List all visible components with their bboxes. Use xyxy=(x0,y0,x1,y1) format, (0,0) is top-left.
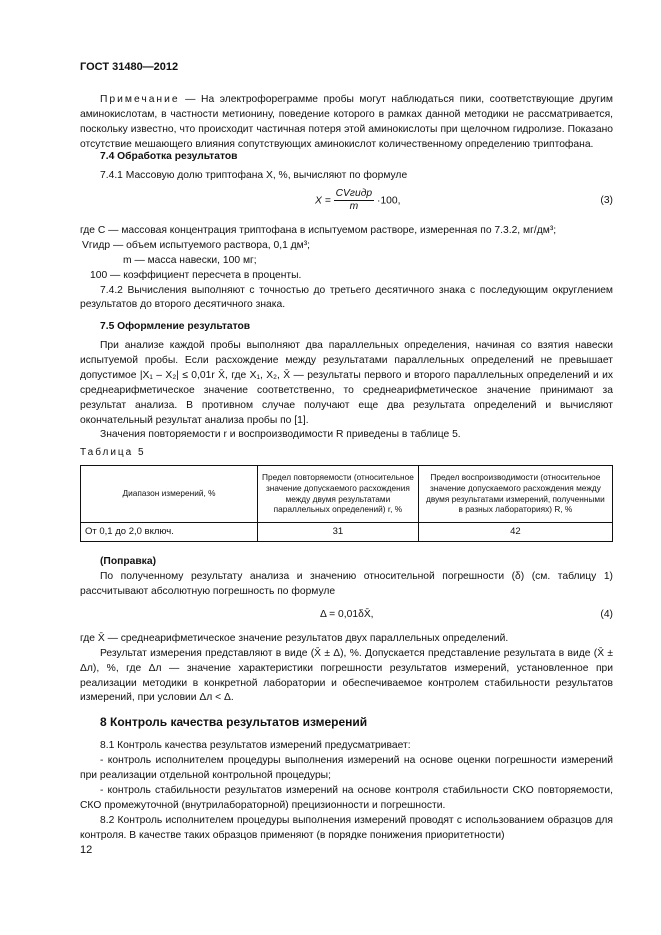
paragraph: 7.4.2 Вычисления выполняют с точностью до третьего десятичного знака с последующим округлением результатов до второго десятичного знака. xyxy=(80,284,613,311)
section-7-4 xyxy=(80,150,613,313)
definition-item: где C — массовая концентрация триптофана в испытуемом растворе, измеренная по 7.3.2, мг/дм³; xyxy=(80,224,557,236)
formula-lhs: X = xyxy=(315,195,331,207)
note-paragraph xyxy=(80,93,613,153)
section-title: 7.5 Оформление результатов xyxy=(100,321,251,332)
page-number: 12 xyxy=(80,844,93,856)
table-header-cell: Предел воспроизводимости (относительное значение допускаемого расхождения между двумя результатами измерений, полученными в разных лабораториях) R, % xyxy=(418,465,612,522)
table-title: Таблица 5 xyxy=(80,447,146,458)
table-header-row xyxy=(81,465,613,522)
amendment-block xyxy=(80,555,613,706)
table-row xyxy=(81,522,613,541)
amendment-title: (Поправка) xyxy=(100,556,156,567)
paragraph: 7.4.1 Массовую долю триптофана X, %, вычисляют по формуле xyxy=(100,169,408,181)
table-header-cell: Предел повторяемости (относительное значение допускаемого расхождения между двумя результатами параллельных определений) r, % xyxy=(258,465,419,522)
section-title: 7.4 Обработка результатов xyxy=(100,151,238,162)
formula-numerator: CVгидр xyxy=(334,188,375,201)
formula-expression: Δ = 0,01δX̄, xyxy=(320,608,374,620)
table-5 xyxy=(80,465,613,542)
paragraph: где X̄ — среднеарифметическое значение результатов двух параллельных определений. xyxy=(80,632,509,644)
table-cell: 42 xyxy=(418,522,612,541)
table-cell: 31 xyxy=(258,522,419,541)
section-7-5 xyxy=(80,320,613,443)
table-block xyxy=(80,446,613,542)
document-header: ГОСТ 31480—2012 xyxy=(80,61,179,73)
section-heading: 8 Контроль качества результатов измерений xyxy=(100,715,368,729)
definition-item: 100 — коэффициент пересчета в проценты. xyxy=(90,269,302,281)
section-8 xyxy=(80,714,613,844)
table-header-cell: Диапазон измерений, % xyxy=(81,465,258,522)
paragraph: По полученному результату анализа и значению относительной погрешности (δ) (см. таблицу 1) рассчитывают абсолютную погрешность по формуле xyxy=(80,570,613,597)
formula-fraction xyxy=(334,188,375,214)
formula-rhs: ·100, xyxy=(377,195,401,207)
paragraph: 8.2 Контроль исполнителем процедуры выполнения измерений проводят с использованием образцов для контроля. В качестве таких образцов применяют (в порядке понижения приоритетности) xyxy=(80,815,613,841)
definitions xyxy=(80,224,613,284)
paragraph: Результат измерения представляют в виде (X̄ ± Δ), %. Допускается представление результата в виде (X̄ ± Δл), %, где Δл — значение характеристики погрешности результатов измерений, установленное при реализации методики в конкретной лаборатории и обеспечиваемое контролем стабильности результатов измерений, при условии Δл < Δ. xyxy=(80,647,613,704)
formula-denominator: m xyxy=(349,201,359,213)
table-cell: От 0,1 до 2,0 включ. xyxy=(81,522,258,541)
paragraph: - контроль стабильности результатов измерений на основе контроля стабильности СКО повторяемости, СКО промежуточной (внутрилабораторной) прецизионности и погрешности. xyxy=(80,785,613,812)
definition-item: m — масса навески, 100 мг; xyxy=(123,254,257,266)
paragraph: Значения повторяемости r и воспроизводимости R приведены в таблице 5. xyxy=(100,429,461,441)
paragraph: 8.1 Контроль качества результатов измерений предусматривает: xyxy=(100,740,411,752)
note-label: Примечание xyxy=(100,94,180,105)
definition-item: Vгидр — объем испытуемого раствора, 0,1 дм³; xyxy=(82,239,311,251)
formula-3 xyxy=(80,184,613,220)
formula-number: (4) xyxy=(600,608,613,620)
note-block xyxy=(80,93,613,153)
formula-4 xyxy=(80,606,613,628)
note-text: — На электрофореграмме пробы могут наблюдаться пики, соответствующие другим аминокислотам, в частности метионину, поведение которого в рамках данной методики не рассматривается, поскольку известно, что происходит частичная потеря этой аминокислоты при щелочном гидролизе. Показано отсутствие мешающего влияния сопутствующих аминокислот количественному определению триптофана. xyxy=(80,94,613,150)
paragraph: - контроль исполнителем процедуры выполнения измерений на основе оценки погрешности измерений при реализации отдельной контрольной процедуры; xyxy=(80,755,613,782)
paragraph: При анализе каждой пробы выполняют два параллельных определения, начиная со взятия навески испытуемой пробы. Если расхождение между результатами параллельных определений не превышает допустимое |X₁ – X₂| ≤ 0,01r X̄, где X₁, X₂, X̄ — результаты первого и второго параллельных определений и их среднеарифметическое значение соответственно, то среднеарифметическое значение принимают за результат анализа. В противном случае получают еще два результата определений и вычисляют окончательный результат анализа пробы по [1]. xyxy=(80,339,613,426)
formula-number: (3) xyxy=(600,194,613,206)
